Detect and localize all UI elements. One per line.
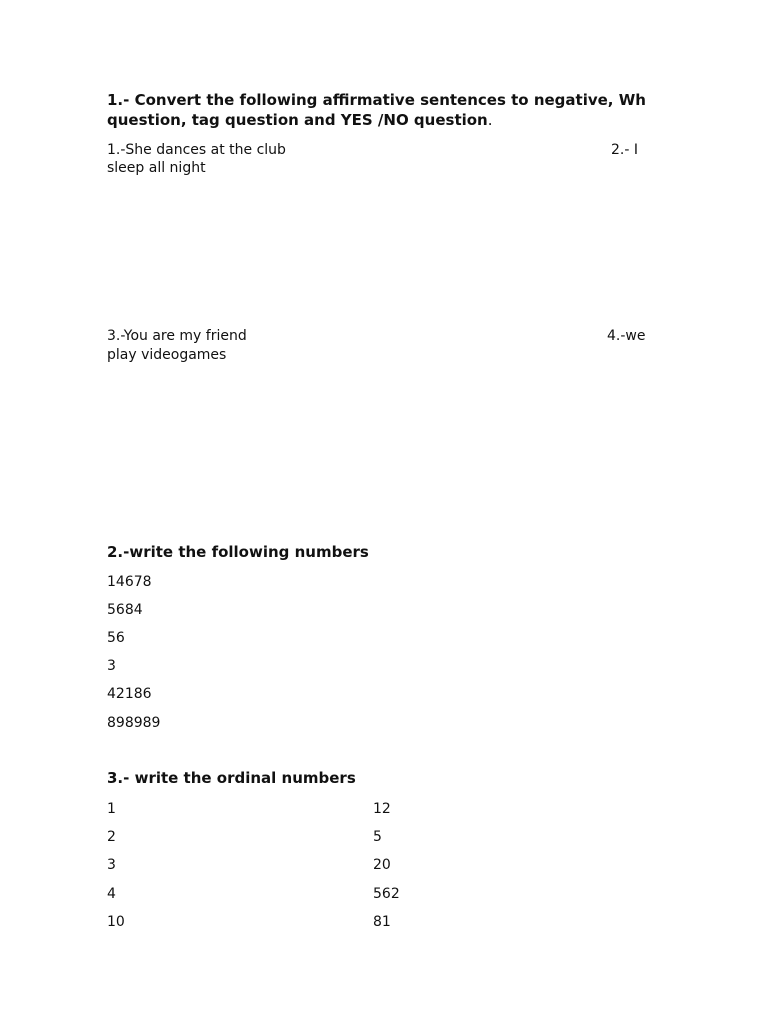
ordinal-left-item: 2 — [107, 829, 116, 845]
number-item: 56 — [107, 630, 125, 646]
sentence-3: 3.-You are my friend — [107, 328, 247, 344]
sentence-2-end: sleep all night — [107, 160, 206, 176]
ordinal-right-item: 562 — [373, 886, 400, 902]
ordinal-left-item: 10 — [107, 914, 125, 930]
section1-heading-line2-text: question, tag question and YES /NO question — [107, 111, 488, 129]
ordinal-left-item: 1 — [107, 801, 116, 817]
ordinal-left-item: 3 — [107, 857, 116, 873]
sentence-2-start: 2.- I — [611, 142, 638, 158]
ordinal-right-item: 12 — [373, 801, 391, 817]
section1-heading-line1: 1.- Convert the following affirmative sentences to negative, Wh — [107, 91, 646, 109]
sentence-1: 1.-She dances at the club — [107, 142, 286, 158]
number-item: 898989 — [107, 715, 161, 731]
sentence-4-start: 4.-we — [607, 328, 646, 344]
section3-heading: 3.- write the ordinal numbers — [107, 769, 356, 787]
ordinal-right-item: 20 — [373, 857, 391, 873]
number-item: 14678 — [107, 574, 152, 590]
section1-heading-period: . — [487, 111, 493, 129]
number-item: 5684 — [107, 602, 143, 618]
ordinal-left-item: 4 — [107, 886, 116, 902]
section1-heading-line2 — [107, 110, 493, 130]
section2-heading: 2.-write the following numbers — [107, 543, 369, 561]
ordinal-right-item: 5 — [373, 829, 382, 845]
number-item: 42186 — [107, 686, 152, 702]
number-item: 3 — [107, 658, 116, 674]
ordinal-right-item: 81 — [373, 914, 391, 930]
sentence-4-end: play videogames — [107, 347, 227, 363]
